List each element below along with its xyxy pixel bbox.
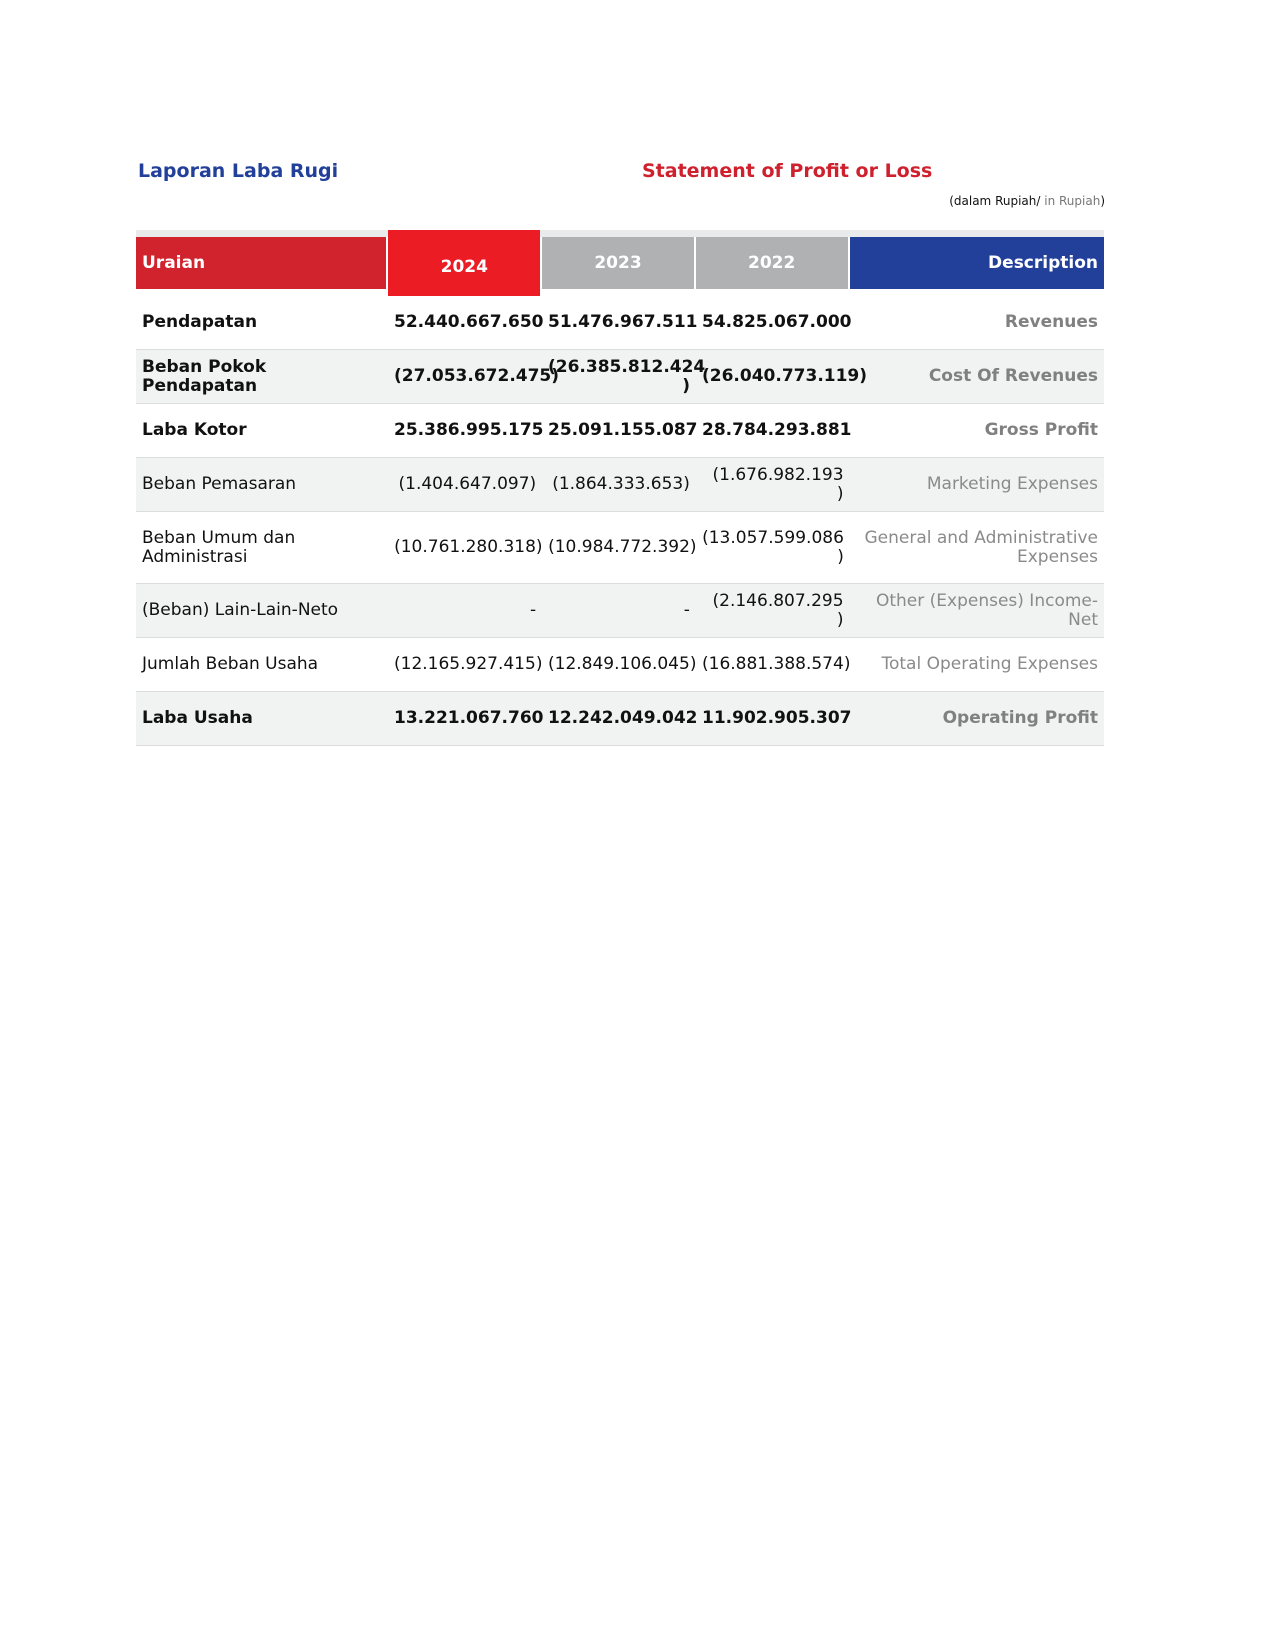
table-row-gross-profit [136,404,1104,458]
row-value-2022: 11.902.905.307 [702,708,852,728]
row-value-2023: 25.091.155.087 [548,420,698,440]
row-value-2024: 25.386.995.175 [394,420,544,440]
row-label: Beban Pemasaran [142,474,297,494]
row-value-2024: (12.165.927.415) [394,654,543,674]
table-row-other-expenses [136,584,1104,638]
row-label [136,529,388,567]
row-value-2024: (10.761.280.318) [394,537,543,557]
table-row-operating-profit [136,692,1104,746]
row-value-2022: 54.825.067.000 [702,312,852,332]
row-description: Revenues [1004,312,1098,332]
unit-note-close: ) [1100,194,1105,208]
row-value-2022: (16.881.388.574) [702,654,851,674]
row-value-2023: 51.476.967.511 [548,312,698,332]
row-label: Jumlah Beban Usaha [142,654,319,674]
row-label: Pendapatan [142,312,258,332]
row-label: (Beban) Lain-Lain-Neto [142,600,339,620]
row-value-2023: (12.849.106.045) [548,654,697,674]
row-value-2023: (10.984.772.392) [548,537,697,557]
row-value-2022: (26.040.773.119) [702,366,868,386]
row-value-2024: 13.221.067.760 [394,708,544,728]
row-value-2023: 12.242.049.042 [548,708,698,728]
row-label: Beban Pokok Pendapatan [142,356,267,396]
row-value-2024: 52.440.667.650 [394,312,544,332]
title-indonesian: Laporan Laba Rugi [138,160,339,182]
row-label-line2: Administrasi [142,546,248,567]
row-value-2023: (26.385.812.424 ) [548,356,706,396]
unit-note-en: in Rupiah [1040,194,1101,208]
row-value-2022: 28.784.293.881 [702,420,852,440]
table-top-strip [136,230,1104,237]
row-value-2022: (13.057.599.086 ) [702,527,844,567]
row-value-2024: (27.053.672.475) [394,366,560,386]
row-description: Total Operating Expenses [881,654,1098,674]
table-row-marketing-expenses [136,458,1104,512]
header-year-2022: 2022 [696,237,848,289]
unit-note-id: (dalam Rupiah/ [949,194,1041,208]
row-label-line1: Beban Umum dan [142,527,296,548]
row-description: Gross Profit [984,420,1098,440]
row-description [850,529,1104,567]
profit-loss-table [136,230,1104,746]
row-label: Laba Usaha [142,708,253,728]
row-description: Cost Of Revenues [928,366,1098,386]
row-value-2022: (2.146.807.295 ) [712,590,844,630]
title-english: Statement of Profit or Loss [642,160,933,182]
unit-note [949,194,1105,208]
header-uraian: Uraian [136,237,386,289]
row-value-2024: - [530,600,537,620]
row-description: Operating Profit [942,708,1098,728]
row-value-2023: (1.864.333.653) [552,474,690,494]
table-row-revenues [136,296,1104,350]
row-label: Laba Kotor [142,420,247,440]
table-row-general-administrative [136,512,1104,584]
header-year-2024: 2024 [388,230,540,296]
table-row-total-operating-expenses [136,638,1104,692]
header-description: Description [850,237,1104,289]
row-description: Marketing Expenses [926,474,1098,494]
row-description-line1: General and Administrative [864,527,1098,548]
row-value-2023: - [683,600,690,620]
row-description: Other (Expenses) Income-Net [875,590,1098,630]
header-year-2023: 2023 [542,237,694,289]
table-header [136,237,1104,289]
row-value-2024: (1.404.647.097) [398,474,537,494]
table-row-cost-of-revenues [136,350,1104,404]
row-description-line2: Expenses [1017,546,1098,567]
row-value-2022: (1.676.982.193 ) [712,464,844,504]
